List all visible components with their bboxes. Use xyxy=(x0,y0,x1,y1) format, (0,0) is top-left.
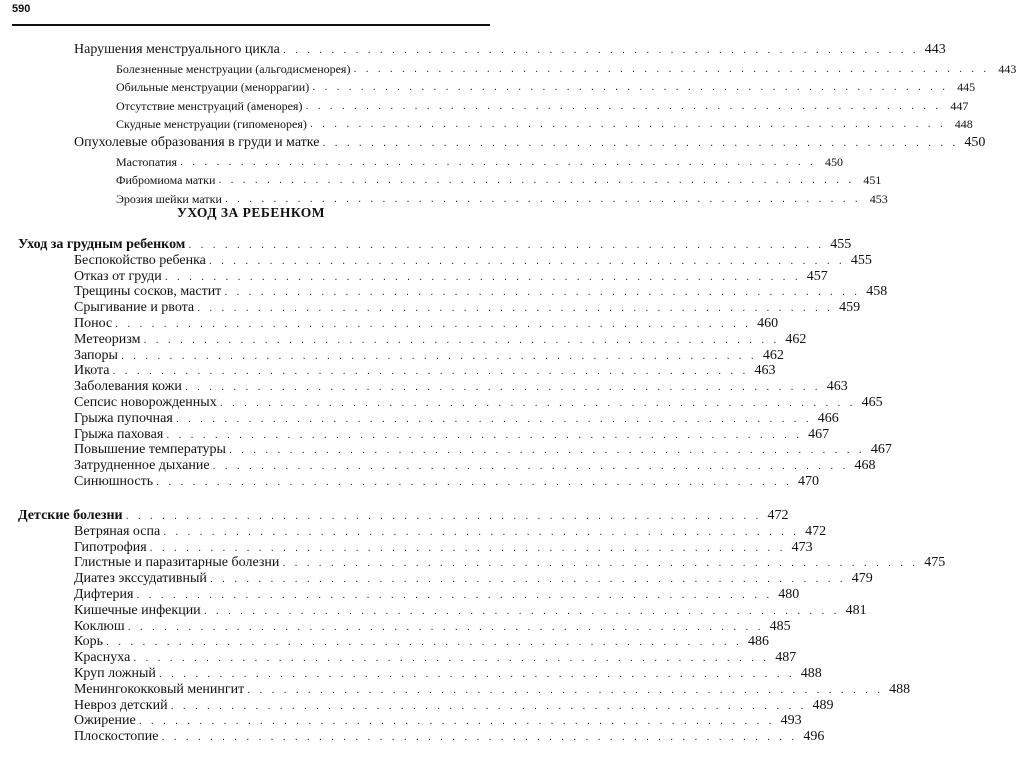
dot-leader: . . . . . . . . . . . . . . . . . . . . . . . . . . . . . . . . . . . . . . . . . . . . . . . . . . . . . xyxy=(312,81,949,94)
toc-entry-title: Сепсис новорожденных xyxy=(74,395,217,410)
toc-entry xyxy=(74,252,872,269)
toc-entry-title: Грыжа пупочная xyxy=(74,410,173,426)
toc-entry xyxy=(116,191,888,207)
toc-entry-title: Ветряная оспа xyxy=(74,523,161,539)
dot-leader: . . . . . . . . . . . . . . . . . . . . . . . . . . . . . . . . . . . . . . . . . . . . . . . . . . . . . xyxy=(115,318,752,330)
toc-entry xyxy=(74,571,873,587)
toc-entry xyxy=(74,539,813,556)
dot-leader: . . . . . . . . . . . . . . . . . . . . . . . . . . . . . . . . . . . . . . . . . . . . . . . . . . . . . xyxy=(138,715,775,728)
toc-entry-title: Затрудненное дыхание xyxy=(74,458,210,474)
toc-entry-page: 443 xyxy=(924,42,946,57)
dot-leader: . . . . . . . . . . . . . . . . . . . . . . . . . . . . . . . . . . . . . . . . . . . . . . . . . . . . . xyxy=(353,62,990,75)
dot-leader: . . . . . . . . . . . . . . . . . . . . . . . . . . . . . . . . . . . . . . . . . . . . . . . . . . . . . xyxy=(180,155,816,168)
toc-entry xyxy=(74,697,834,714)
page-number: 590 xyxy=(12,3,31,15)
toc-entry xyxy=(74,458,876,474)
toc-entry-page: 486 xyxy=(747,634,769,650)
toc-entry xyxy=(74,602,867,619)
toc-entry-page: 488 xyxy=(800,666,822,681)
toc-entry xyxy=(116,79,976,95)
toc-entry-page: 475 xyxy=(924,555,946,571)
dot-leader: . . . . . . . . . . . . . . . . . . . . . . . . . . . . . . . . . . . . . . . . . . . . . . . . . . . . . xyxy=(143,333,780,346)
dot-leader: . . . . . . . . . . . . . . . . . . . . . . . . . . . . . . . . . . . . . . . . . . . . . . . . . . . . . xyxy=(219,397,856,409)
dot-leader: . . . . . . . . . . . . . . . . . . . . . . . . . . . . . . . . . . . . . . . . . . . . . . . . . . . . . xyxy=(163,525,800,538)
toc-entry-page: 453 xyxy=(869,191,888,206)
toc-entry-page: 485 xyxy=(769,618,791,634)
toc-entry-title: Опухолевые образования в груди и матке xyxy=(74,135,320,150)
toc-entry xyxy=(74,729,825,745)
toc-entry-page: 467 xyxy=(870,442,892,458)
toc-entry-title: Понос xyxy=(74,316,113,331)
header-rule xyxy=(12,24,490,26)
dot-leader: . . . . . . . . . . . . . . . . . . . . . . . . . . . . . . . . . . . . . . . . . . . . . . . . . . . . . xyxy=(149,541,786,554)
toc-entry-title: Грыжа паховая xyxy=(74,426,164,442)
dot-leader: . . . . . . . . . . . . . . . . . . . . . . . . . . . . . . . . . . . . . . . . . . . . . . . . . . . . . xyxy=(322,137,959,149)
toc-entry-page: 473 xyxy=(791,539,813,555)
toc-entry xyxy=(74,410,839,427)
toc-entry-title: Детские болезни xyxy=(18,508,123,523)
dot-leader: . . . . . . . . . . . . . . . . . . . . . . . . . . . . . . . . . . . . . . . . . . . . . . . . . . . . . xyxy=(127,620,764,633)
toc-entry-title: Скудные менструации (гипоменорея) xyxy=(116,117,307,132)
toc-entry-title: Мастопатия xyxy=(116,154,178,169)
toc-entry xyxy=(74,713,802,729)
dot-leader: . . . . . . . . . . . . . . . . . . . . . . . . . . . . . . . . . . . . . . . . . . . . . . . . . . . . . xyxy=(305,99,942,112)
toc-entry xyxy=(116,172,882,188)
toc-entry-title: Уход за грудным ребенком xyxy=(18,237,186,252)
toc-entry-title: Трещины сосков, мастит xyxy=(74,284,222,300)
toc-entry xyxy=(116,154,843,170)
toc-entry-title: Краснуха xyxy=(74,650,131,666)
toc-entry-title: Отказ от груди xyxy=(74,268,162,284)
toc-entry xyxy=(74,587,800,603)
dot-leader: . . . . . . . . . . . . . . . . . . . . . . . . . . . . . . . . . . . . . . . . . . . . . . . . . . . . . xyxy=(224,192,861,205)
dot-leader: . . . . . . . . . . . . . . . . . . . . . . . . . . . . . . . . . . . . . . . . . . . . . . . . . . . . . xyxy=(175,412,812,425)
dot-leader: . . . . . . . . . . . . . . . . . . . . . . . . . . . . . . . . . . . . . . . . . . . . . . . . . . . . . xyxy=(224,286,861,299)
toc-entry-title: Круп ложный xyxy=(74,666,156,681)
toc-entry xyxy=(74,268,828,285)
dot-leader: . . . . . . . . . . . . . . . . . . . . . . . . . . . . . . . . . . . . . . . . . . . . . . . . . . . . . xyxy=(166,428,803,441)
dot-leader: . . . . . . . . . . . . . . . . . . . . . . . . . . . . . . . . . . . . . . . . . . . . . . . . . . . . . xyxy=(133,652,770,665)
dot-leader: . . . . . . . . . . . . . . . . . . . . . . . . . . . . . . . . . . . . . . . . . . . . . . . . . . . . . xyxy=(218,174,855,187)
toc-entry-page: 450 xyxy=(824,154,843,169)
toc-entry xyxy=(74,300,861,316)
dot-leader: . . . . . . . . . . . . . . . . . . . . . . . . . . . . . . . . . . . . . . . . . . . . . . . . . . . . . xyxy=(247,683,884,696)
toc-entry-title: Метеоризм xyxy=(74,331,141,347)
toc-entry-page: 455 xyxy=(830,237,852,252)
toc-entry xyxy=(74,42,946,58)
toc-entry-page: 470 xyxy=(798,474,820,489)
toc-entry xyxy=(74,523,827,540)
toc-entry xyxy=(74,442,892,458)
toc-entry-page: 455 xyxy=(850,252,872,268)
toc-entry xyxy=(74,426,830,443)
dot-leader: . . . . . . . . . . . . . . . . . . . . . . . . . . . . . . . . . . . . . . . . . . . . . . . . . . . . . xyxy=(106,636,742,649)
toc-entry xyxy=(116,61,1016,77)
toc-entry-page: 463 xyxy=(826,379,848,395)
dot-leader: . . . . . . . . . . . . . . . . . . . . . . . . . . . . . . . . . . . . . . . . . . . . . . . . . . . . . xyxy=(203,604,840,617)
dot-leader: . . . . . . . . . . . . . . . . . . . . . . . . . . . . . . . . . . . . . . . . . . . . . . . . . . . . . xyxy=(136,589,773,601)
dot-leader: . . . . . . . . . . . . . . . . . . . . . . . . . . . . . . . . . . . . . . . . . . . . . . . . . . . . . xyxy=(212,460,849,473)
toc-entry-title: Коклюш xyxy=(74,618,125,634)
toc-entry-page: 468 xyxy=(854,458,876,474)
toc-entry xyxy=(74,681,911,698)
toc-entry-title: Отсутствие менструаций (аменорея) xyxy=(116,98,303,113)
toc-entry-page: 458 xyxy=(866,284,888,300)
toc-entry xyxy=(74,395,883,411)
toc-entry xyxy=(74,284,888,300)
toc-entry xyxy=(74,650,797,666)
toc-entry-page: 460 xyxy=(757,316,779,331)
dot-leader: . . . . . . . . . . . . . . . . . . . . . . . . . . . . . . . . . . . . . . . . . . . . . . . . . . . . . xyxy=(164,270,801,283)
toc-entry-page: 467 xyxy=(808,426,830,442)
toc-entry-title: Болезненные менструации (альгодисменорея) xyxy=(116,61,351,76)
dot-leader: . . . . . . . . . . . . . . . . . . . . . . . . . . . . . . . . . . . . . . . . . . . . . . . . . . . . . xyxy=(170,699,807,712)
toc-entry-title: Гипотрофия xyxy=(74,539,147,555)
toc-entry xyxy=(116,98,969,114)
dot-leader: . . . . . . . . . . . . . . . . . . . . . . . . . . . . . . . . . . . . . . . . . . . . . . . . . . . . . xyxy=(228,444,865,457)
toc-entry-page: 472 xyxy=(767,508,789,523)
toc-entry xyxy=(74,555,946,571)
toc-entry-title: Икота xyxy=(74,363,110,379)
toc-entry-page: 487 xyxy=(775,650,797,666)
toc-entry xyxy=(74,347,784,364)
toc-entry-title: Диатез экссудативный xyxy=(74,571,207,587)
toc-entry xyxy=(74,634,769,650)
toc-entry-title: Синюшность xyxy=(74,474,154,489)
toc-entry-page: 462 xyxy=(785,331,807,347)
toc-entry xyxy=(74,135,986,151)
toc-entry xyxy=(18,508,789,524)
toc-entry-page: 488 xyxy=(889,681,911,697)
toc-entry-page: 459 xyxy=(839,300,861,316)
toc-entry-title: Ожирение xyxy=(74,713,136,729)
section-heading: УХОД ЗА РЕБЕНКОМ xyxy=(176,205,326,220)
dot-leader: . . . . . . . . . . . . . . . . . . . . . . . . . . . . . . . . . . . . . . . . . . . . . . . . . . . . . xyxy=(282,44,919,56)
dot-leader: . . . . . . . . . . . . . . . . . . . . . . . . . . . . . . . . . . . . . . . . . . . . . . . . . . . . . xyxy=(184,381,821,394)
dot-leader: . . . . . . . . . . . . . . . . . . . . . . . . . . . . . . . . . . . . . . . . . . . . . . . . . . . . . xyxy=(156,476,793,488)
toc-entry-page: 447 xyxy=(950,98,969,113)
toc-entry-title: Срыгивание и рвота xyxy=(74,300,195,316)
toc-entry-title: Заболевания кожи xyxy=(74,379,182,395)
toc-entry-title: Кишечные инфекции xyxy=(74,602,201,618)
toc-entry xyxy=(74,331,807,348)
toc-entry-title: Нарушения менструального цикла xyxy=(74,42,280,57)
toc-entry xyxy=(74,363,776,379)
toc-entry-page: 480 xyxy=(778,587,800,602)
toc-entry-page: 457 xyxy=(806,268,828,284)
toc-entry-page: 462 xyxy=(762,347,784,363)
toc-entry-title: Эрозия шейки матки xyxy=(116,191,222,206)
toc-entry xyxy=(74,316,779,332)
dot-leader: . . . . . . . . . . . . . . . . . . . . . . . . . . . . . . . . . . . . . . . . . . . . . . . . . . . . . xyxy=(208,254,845,267)
toc-entry-page: 481 xyxy=(845,602,867,618)
toc-entry-title: Невроз детский xyxy=(74,697,168,713)
toc-entry-title: Фибромиома матки xyxy=(116,173,216,188)
dot-leader: . . . . . . . . . . . . . . . . . . . . . . . . . . . . . . . . . . . . . . . . . . . . . . . . . . . . . xyxy=(188,239,825,251)
toc-entry-title: Глистные и паразитарные болезни xyxy=(74,555,280,571)
toc-entry-title: Беспокойство ребенка xyxy=(74,252,206,268)
dot-leader: . . . . . . . . . . . . . . . . . . . . . . . . . . . . . . . . . . . . . . . . . . . . . . . . . . . . . xyxy=(112,365,749,378)
toc-entry-page: 466 xyxy=(817,410,839,426)
toc-entry-title: Обильные менструации (меноррагии) xyxy=(116,80,310,95)
toc-entry-page: 493 xyxy=(780,713,802,729)
toc-entry-title: Корь xyxy=(74,634,104,650)
dot-leader: . . . . . . . . . . . . . . . . . . . . . . . . . . . . . . . . . . . . . . . . . . . . . . . . . . . . . xyxy=(161,731,798,744)
dot-leader: . . . . . . . . . . . . . . . . . . . . . . . . . . . . . . . . . . . . . . . . . . . . . . . . . . . . . xyxy=(158,668,795,680)
toc-entry xyxy=(74,379,848,395)
toc-entry-title: Плоскостопие xyxy=(74,729,159,745)
toc-entry-page: 448 xyxy=(954,117,973,132)
toc-entry xyxy=(116,116,973,132)
toc-entry-page: 479 xyxy=(851,571,873,587)
toc-entry xyxy=(74,474,820,490)
toc-entry-title: Менингококковый менингит xyxy=(74,681,245,697)
toc-entry xyxy=(74,666,822,682)
dot-leader: . . . . . . . . . . . . . . . . . . . . . . . . . . . . . . . . . . . . . . . . . . . . . . . . . . . . . xyxy=(120,349,757,362)
toc-entry-page: 496 xyxy=(803,729,825,745)
toc-entry-page: 489 xyxy=(812,697,834,713)
toc-entry-page: 465 xyxy=(861,395,883,410)
dot-leader: . . . . . . . . . . . . . . . . . . . . . . . . . . . . . . . . . . . . . . . . . . . . . . . . . . . . . xyxy=(209,573,846,586)
toc-entry-page: 463 xyxy=(754,363,776,379)
toc-entry xyxy=(18,237,852,253)
dot-leader: . . . . . . . . . . . . . . . . . . . . . . . . . . . . . . . . . . . . . . . . . . . . . . . . . . . . . xyxy=(282,557,919,570)
toc-entry-title: Запоры xyxy=(74,347,118,363)
toc-entry-page: 451 xyxy=(863,173,882,188)
dot-leader: . . . . . . . . . . . . . . . . . . . . . . . . . . . . . . . . . . . . . . . . . . . . . . . . . . . . . xyxy=(125,510,762,522)
dot-leader: . . . . . . . . . . . . . . . . . . . . . . . . . . . . . . . . . . . . . . . . . . . . . . . . . . . . . xyxy=(197,302,834,315)
dot-leader: . . . . . . . . . . . . . . . . . . . . . . . . . . . . . . . . . . . . . . . . . . . . . . . . . . . . . xyxy=(309,118,946,131)
toc-entry-title: Дифтерия xyxy=(74,587,134,602)
toc-entry-page: 443 xyxy=(998,61,1016,76)
toc-entry xyxy=(74,618,791,635)
toc-entry-page: 445 xyxy=(957,80,976,95)
toc-entry-page: 472 xyxy=(805,523,827,539)
toc-entry-title: Повышение температуры xyxy=(74,442,226,458)
toc-entry-page: 450 xyxy=(964,135,986,150)
